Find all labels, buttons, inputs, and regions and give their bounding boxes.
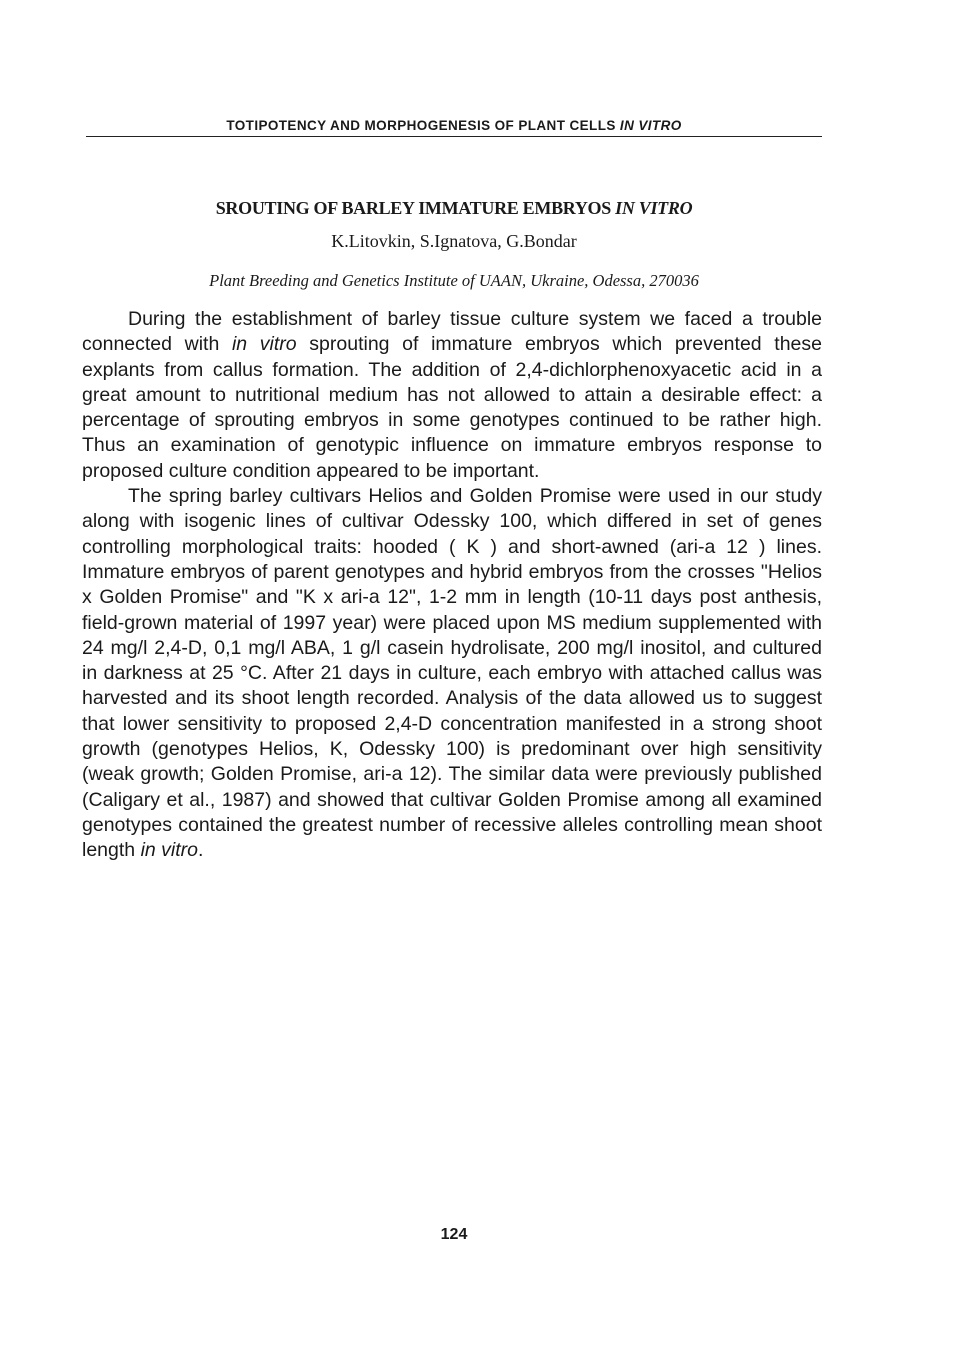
page-number: 124 (440, 1226, 468, 1243)
paragraph-1-italic: in vitro (231, 333, 297, 356)
paragraph-1 (82, 307, 822, 484)
title-text: SROUTING OF BARLEY IMMATURE EMBRYOS (215, 198, 611, 218)
running-header-italic: IN VITRO (619, 118, 682, 133)
paragraph-2-italic: in vitro (140, 839, 198, 862)
title-italic: IN VITRO (615, 198, 693, 218)
running-header-text: TOTIPOTENCY AND MORPHOGENESIS OF PLANT CELLS (226, 118, 616, 133)
paragraph-1-part-b: sprouting of immature embryos which prevented these explants from callus formation. The addition of 2,4-dichlorphenoxyacetic acid in a great amount to nutritional medium has not allowed to attain a desirable effect: a percentage of sprouting embryos in some genotypes continued to be rather high. Thus an examination of genotypic influence on immature embryos response to proposed culture condition appeared to be important. (82, 333, 822, 482)
paragraph-2-part-a: The spring barley cultivars Helios and Golden Promise were used in our study along with isogenic lines of cultivar Odessky 100, which differed in set of genes controlling morphological traits: hooded ( K ) and short-awned (ari-a 12 ) lines. Immature embryos of parent genotypes and hybrid embryos from the crosses "Helios x Golden Promise" and "K x ari-a 12", 1-2 mm in length (10-11 days post anthesis, field-grown material of 1997 year) were placed upon MS medium supplemented with 24 mg/l 2,4-D, 0,1 mg/l ABA, 1 g/l casein hydrolisate, 200 mg/l inositol, and cultured in darkness at 25 °C. After 21 days in culture, each embryo with attached callus was harvested and its shoot length recorded. Analysis of the data allowed us to suggest that lower sensitivity to proposed 2,4-D concentration manifested in a strong shoot growth (genotypes Helios, K, Odessky 100) is predominant over high sensitivity (weak growth; Golden Promise, ari-a 12). The similar data were previously published (Caligary et al., 1987) and showed that cultivar Golden Promise among all examined genotypes contained the greatest number of recessive alleles controlling mean shoot length (82, 485, 822, 862)
paper-authors: K.Litovkin, S.Ignatova, G.Bondar (331, 231, 577, 251)
paragraph-2-part-b: . (198, 839, 204, 862)
paragraph-2 (82, 484, 822, 863)
body-text (82, 307, 822, 864)
paragraph-1-part-a: During the establishment of barley tissue culture system we faced a trouble connected with (82, 308, 822, 356)
running-header (86, 118, 822, 133)
paper-title (86, 198, 822, 219)
paper-affiliation: Plant Breeding and Genetics Institute of UAAN, Ukraine, Odessa, 270036 (209, 271, 699, 290)
header-rule (86, 136, 822, 137)
